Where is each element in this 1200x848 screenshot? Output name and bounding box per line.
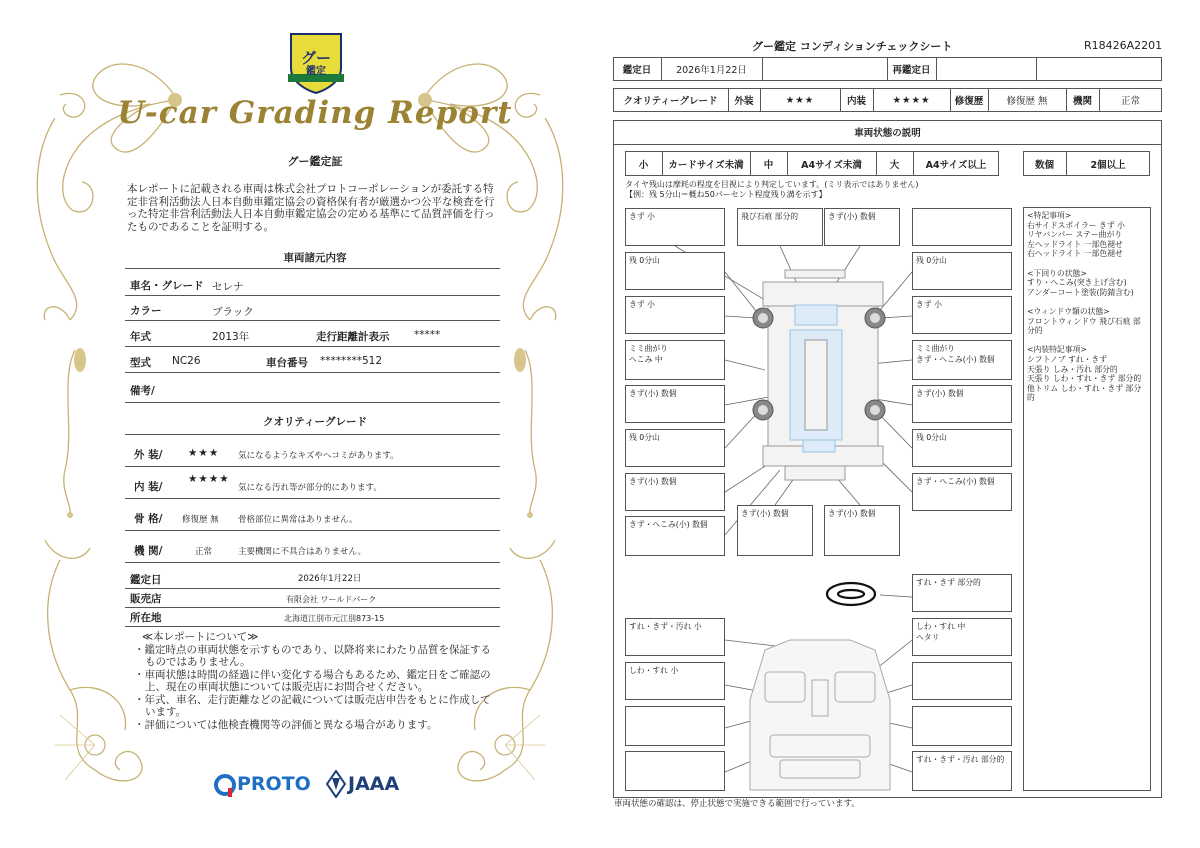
- tire-note: タイヤ残山は摩耗の程度を目視により判定しています。(ミリ表示ではありません): [625, 180, 919, 189]
- remark-line: フロントウィンドウ 飛び石痕 部分的: [1027, 316, 1141, 336]
- legend-large: 大: [889, 159, 900, 171]
- logo-label: グー 鑑定: [300, 48, 331, 77]
- color-value: ブラック: [212, 306, 254, 318]
- jaaa-logo-text: JAAA: [348, 773, 400, 795]
- callout-box: きず(小) 数個: [737, 505, 813, 556]
- row-grade-label: クオリティーグレード: [623, 96, 718, 107]
- row-int-stars: ★★★★: [892, 94, 931, 106]
- callout-box: [912, 208, 1012, 246]
- address-label: 所在地: [130, 612, 162, 624]
- cert-heading: グー鑑定証: [287, 155, 343, 168]
- callout-box: ミミ曲がり きず・へこみ(小) 数個: [912, 340, 1012, 380]
- note-item: ・鑑定時点の車両状態を示すものであり、以降将来にわたり品質を保証するものではありません。: [134, 643, 491, 668]
- engine-desc: 主要機関に不具合はありません。: [238, 547, 367, 557]
- remarks-panel: [1023, 207, 1151, 791]
- callout-box: [625, 706, 725, 746]
- recheck-label: 再鑑定日: [892, 65, 931, 76]
- remark-line: <下回りの状態>: [1027, 268, 1087, 278]
- address-value: 北海道江別市元江別873-15: [284, 614, 385, 623]
- date-label: 鑑定日: [130, 574, 162, 586]
- notes-heading: ≪本レポートについて≫: [142, 631, 259, 643]
- remark-line: 左ヘッドライト 一部色褪せ: [1027, 239, 1123, 249]
- name-value: セレナ: [212, 281, 244, 293]
- remark-line: リヤバンパー ステー曲がり: [1027, 230, 1123, 240]
- remark-line: アンダーコート塗装(防錆含む): [1027, 287, 1134, 297]
- name-label: 車名・グレード: [130, 280, 204, 292]
- dealer-label: 販売店: [130, 593, 162, 605]
- chassis-value: ********512: [320, 355, 383, 367]
- callout-box: 残 0分山: [912, 252, 1012, 290]
- note-item: ・評価については他検査機関等の評価と異なる場合があります。: [134, 718, 438, 731]
- callout-box: すれ・きず 部分的: [912, 574, 1012, 612]
- callout-box: [912, 662, 1012, 700]
- frame-label: 骨 格/: [134, 513, 163, 525]
- row-repair-label: 修復歴: [954, 96, 984, 107]
- year-label: 年式: [130, 331, 151, 343]
- date-value: 2026年1月22日: [298, 574, 362, 584]
- remark-line: シフトノブ すれ・きず: [1027, 354, 1107, 364]
- remark-line: 右ヘッドライト 一部色褪せ: [1027, 249, 1123, 259]
- remark-line: 右サイドスポイラー きず 小: [1027, 220, 1125, 230]
- row-engine-value: 正常: [1120, 96, 1140, 107]
- remark-line: <内装特記事項>: [1027, 345, 1087, 355]
- callout-box: 残 0分山: [912, 429, 1012, 467]
- sheet-title: グー鑑定 コンディションチェックシート: [752, 40, 953, 53]
- callout-box: きず(小) 数個: [824, 208, 900, 246]
- callout-box: 残 0分山: [625, 252, 725, 290]
- callout-box: きず(小) 数個: [912, 385, 1012, 423]
- callout-box: きず・へこみ(小) 数個: [625, 516, 725, 556]
- callout-box: きず 小: [625, 296, 725, 334]
- mileage-value: *****: [414, 329, 441, 341]
- callout-box: しわ・すれ 中 ヘタリ: [912, 618, 1012, 656]
- callout-box: すれ・きず・汚れ 小: [625, 618, 725, 656]
- interior-label: 内 装/: [134, 481, 163, 493]
- row-repair-value: 修復歴 無: [1006, 96, 1048, 107]
- row-engine-label: 機関: [1072, 96, 1092, 107]
- model-value: NC26: [172, 355, 201, 367]
- remark-spacer: [1027, 297, 1147, 307]
- callout-box: きず 小: [912, 296, 1012, 334]
- callout-box: きず(小) 数個: [625, 385, 725, 423]
- sheet-id: R18426A2201: [1084, 39, 1163, 52]
- callout-box: きず(小) 数個: [625, 473, 725, 511]
- callout-box: しわ・すれ 小: [625, 662, 725, 700]
- exterior-label: 外 装/: [134, 449, 163, 461]
- note-item: ・車両状態は時間の経過に伴い変化する場合もあるため、鑑定日をご確認の上、現在の車両状態については販売店にお問合せください。: [134, 668, 491, 693]
- tire-example: 【例：残 5分山＝概ね50パーセント程度残り溝を示す】: [625, 190, 827, 199]
- mileage-label: 走行距離計表示: [316, 331, 390, 343]
- interior-desc: 気になる汚れ等が部分的にあります。: [238, 483, 382, 493]
- legend-small: 小: [638, 159, 649, 171]
- frame-desc: 骨格部位に異常はありません。: [238, 515, 358, 525]
- exterior-desc: 気になるようなキズやヘコミがあります。: [238, 451, 399, 461]
- row-ext-label: 外装: [734, 96, 754, 107]
- legend-large-desc: A4サイズ以上: [925, 159, 987, 171]
- exterior-stars: ★★★: [188, 447, 220, 459]
- legend-count-desc: 2個以上: [1090, 159, 1126, 171]
- remark-line: 他トリム しわ・すれ・きず 部分的: [1027, 383, 1142, 403]
- interior-stars: ★★★★: [188, 473, 230, 485]
- remark-line: <特記事項>: [1027, 211, 1072, 220]
- remark-line: 天張り しわ・すれ・きず 部分的: [1027, 374, 1142, 384]
- sheet-footer: 車両状態の確認は、停止状態で実施できる範囲で行っています。: [614, 799, 860, 809]
- legend-mid: 中: [763, 159, 774, 171]
- cert-body: 本レポートに記載される車両は株式会社プロトコーポレーションが委託する特定非営利活動法人日本自動車鑑定協会の資格保有者が厳選かつ公平な検査を行った特定非営利活動法人日本自動車鑑定協会の定める基準にて品質評価を行ったものであることを証明する。: [127, 183, 495, 233]
- remark-spacer: [1027, 336, 1147, 346]
- color-label: カラー: [130, 305, 162, 317]
- year-value: 2013年: [212, 331, 250, 343]
- engine-value: 正常: [195, 547, 213, 557]
- callout-box: 残 0分山: [625, 429, 725, 467]
- legend-small-desc: カードサイズ未満: [668, 159, 744, 171]
- callout-box: 飛び石痕 部分的: [737, 208, 823, 246]
- row-date-value: 2026年1月22日: [676, 65, 747, 76]
- engine-label: 機 関/: [134, 545, 163, 557]
- dealer-value: 有限会社 ワールドパーク: [286, 595, 377, 604]
- callout-box: [912, 706, 1012, 746]
- proto-logo-text: PROTO: [237, 773, 311, 795]
- callout-box: きず 小: [625, 208, 725, 246]
- grade-heading: クオリティーグレード: [263, 416, 367, 428]
- remark-spacer: [1027, 259, 1147, 269]
- remark-line: 天張り しみ・汚れ 部分的: [1027, 364, 1118, 374]
- chassis-label: 車台番号: [266, 357, 308, 369]
- model-label: 型式: [130, 357, 151, 369]
- note-item: ・年式、車名、走行距離などの記載については販売店申告をもとに作成しています。: [134, 693, 491, 718]
- callout-box: すれ・きず・汚れ 部分的: [912, 751, 1012, 791]
- remark-line: <ウィンドウ類の状態>: [1027, 306, 1110, 316]
- legend-mid-desc: A4サイズ未満: [801, 159, 862, 171]
- report-title: U-car Grading Report: [117, 95, 513, 131]
- remark-line: すり・へこみ(突き上げ含む): [1027, 278, 1127, 288]
- callout-box: ミミ曲がり へこみ 中: [625, 340, 725, 380]
- callout-box: [625, 751, 725, 791]
- remarks-label: 備考/: [130, 385, 155, 397]
- callout-box: きず・へこみ(小) 数個: [912, 473, 1012, 511]
- spec-heading: 車両諸元内容: [283, 252, 347, 264]
- frame-value: 修復歴 無: [182, 515, 219, 525]
- row-ext-stars: ★★★: [785, 94, 815, 106]
- callout-box: きず(小) 数個: [824, 505, 900, 556]
- legend-count: 数個: [1034, 159, 1054, 171]
- row-int-label: 内装: [846, 96, 866, 107]
- row-date-label: 鑑定日: [622, 65, 652, 76]
- section-title: 車両状態の説明: [854, 128, 921, 139]
